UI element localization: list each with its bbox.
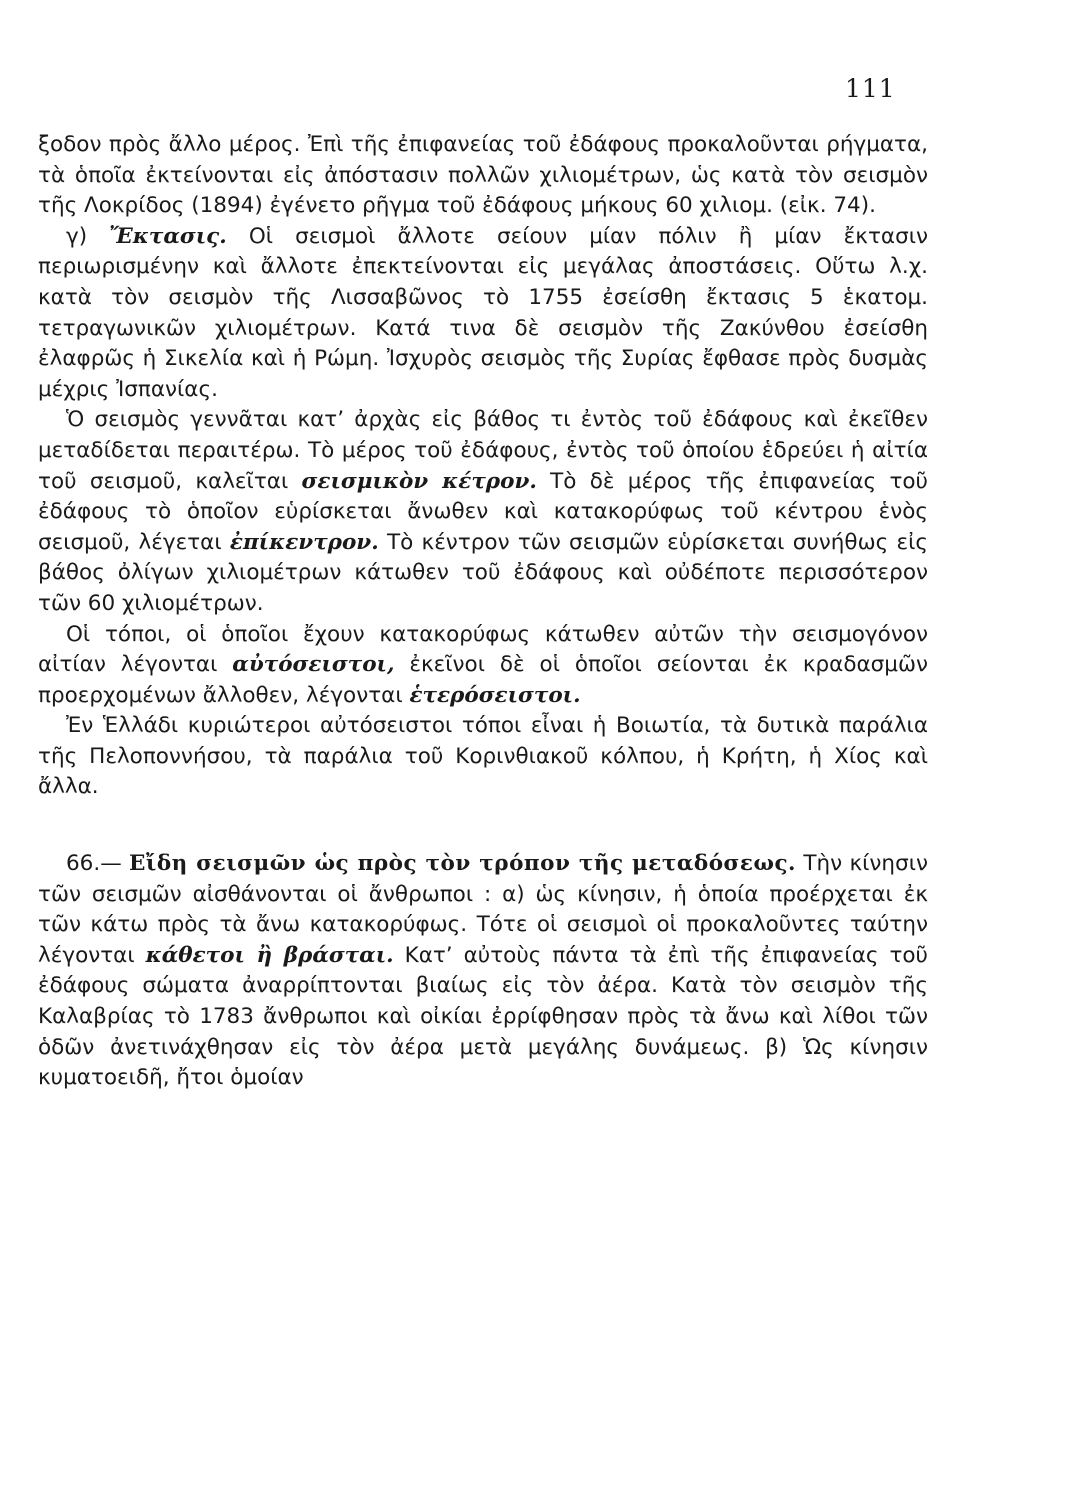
text-run: Οἱ σεισμοὶ ἄλλοτε σείουν μίαν πόλιν ἢ μίαν ἔκτασιν περιωρισμένην καὶ ἄλλοτε ἐπεκτείνονται εἰς μεγάλας ἀποστάσεις. Οὕτω λ.χ. κατὰ τὸν σεισμὸν τῆς Λισσαβῶνος τὸ 1755 ἐσείσθη ἔκτασις 5 ἑκατομ. τετραγωνικῶν χιλιομέτρων. Κατά τινα δὲ σεισμὸν τῆς Ζακύνθου ἐσείσθη ἐλαφρῶς ἡ Σικελία καὶ ἡ Ρώμη. Ἰσχυρὸς σεισμὸς τῆς Συρίας ἔφθασε πρὸς δυσμὰς μέχρις Ἰσπανίας. bbox=[38, 223, 929, 402]
text-run: Οἱ τόποι, οἱ ὁποῖοι ἔχουν κατακορύφως κάτωθεν αὐτῶν τὴν σεισμογόνον αἰτίαν λέγονται bbox=[38, 621, 928, 678]
text-run: Ὁ σεισμὸς γεννᾶται κατ’ ἀρχὰς εἰς βάθος τι ἐντὸς τοῦ ἐδάφους καὶ ἐκεῖθεν μεταδίδεται περαιτέρω. Τὸ μέρος τοῦ ἐδάφους, ἐντὸς τοῦ ὁποίου ἑδρεύει ἡ αἰτία τοῦ σεισμοῦ, καλεῖται bbox=[38, 407, 928, 494]
term-vertical-quakes: κάθετοι ἢ βράσται. bbox=[145, 942, 394, 968]
term-epicenter: ἐπίκεντρον. bbox=[229, 529, 379, 555]
paragraph bbox=[38, 222, 928, 406]
section-title: Εἴδη σεισμῶν ὡς πρὸς τὸν τρόπον τῆς μεταδόσεως. bbox=[129, 851, 797, 877]
text-run: Τὸ δὲ μέρος τῆς ἐπιφανείας τοῦ ἐδάφους τὸ ὁποῖον εὑρίσκεται ἄνωθεν καὶ κατακορύφως τοῦ κέντρου ἑνὸς σεισμοῦ, λέγεται bbox=[38, 468, 928, 555]
section-paragraph bbox=[38, 849, 928, 1094]
term-autoseistoi: αὐτόσειστοι, bbox=[232, 652, 395, 678]
section-number: 66.— bbox=[66, 851, 122, 877]
term-seismic-center: σεισμικὸν κέτρον. bbox=[301, 468, 537, 494]
text-run: Τὸ κέντρον τῶν σεισμῶν εὑρίσκεται συνήθως εἰς βάθος ὀλίγων χιλιομέτρων κάτωθεν τοῦ ἐδάφους καὶ οὐδέποτε περισσότερον τῶν 60 χιλιομέτρων. bbox=[38, 529, 928, 616]
list-label: γ) bbox=[66, 223, 88, 249]
term-ektasis: Ἔκτασις. bbox=[109, 223, 227, 249]
text-run: Κατ’ αὐτοὺς πάντα τὰ ἐπὶ τῆς ἐπιφανείας τοῦ ἐδάφους σώματα ἀναρρίπτονται βιαίως εἰς τὸν ἀέρα. Κατὰ τὸν σεισμὸν τῆς Καλαβρίας τὸ 1783 ἄνθρωποι καὶ οἰκίαι ἐρρίφθησαν πρὸς τὰ ἄνω καὶ λίθοι τῶν ὁδῶν ἀνετινάχθησαν εἰς τὸν ἀέρα μετὰ μεγάλης δυνάμεως. β) Ὡς κίνησιν κυματοειδῆ, ἤτοι ὁμοίαν bbox=[38, 942, 928, 1091]
term-heteroseistoi: ἑτερόσειστοι. bbox=[409, 682, 581, 708]
text-run: Τὴν κίνησιν τῶν σεισμῶν αἰσθάνονται οἱ ἄνθρωποι : α) ὡς κίνησιν, ἡ ὁποία προέρχεται ἐκ τῶν κάτω πρὸς τὰ ἄνω κατακορύφως. Τότε οἱ σεισμοὶ οἱ προκαλοῦντες ταύτην λέγονται bbox=[38, 851, 928, 968]
text-run: Ἐν Ἑλλάδι κυριώτεροι αὐτόσειστοι τόποι εἶναι ἡ Βοιωτία, τὰ δυτικὰ παράλια τῆς Πελοποννήσου, τὰ παράλια τοῦ Κορινθιακοῦ κόλπου, ἡ Κρήτη, ἡ Χίος καὶ ἄλλα. bbox=[38, 713, 928, 800]
paragraph bbox=[38, 620, 928, 712]
paragraph bbox=[38, 405, 928, 619]
paragraph bbox=[38, 711, 928, 803]
text-run: ἐκεῖνοι δὲ οἱ ὁποῖοι σείονται ἐκ κραδασμῶν προερχομένων ἄλλοθεν, λέγονται bbox=[38, 652, 928, 708]
page-number: 111 bbox=[845, 74, 896, 103]
body-text bbox=[38, 130, 928, 1094]
section-gap bbox=[38, 803, 928, 849]
text-run: ξοδον πρὸς ἄλλο μέρος. Ἐπὶ τῆς ἐπιφανείας τοῦ ἐδάφους προκαλοῦνται ρήγματα, τὰ ὁποῖα ἐκτείνονται εἰς ἀπόστασιν πολλῶν χιλιομέτρων, ὡς κατὰ τὸν σεισμὸν τῆς Λοκρίδος (1894) ἐγένετο ρῆγμα τοῦ ἐδάφους μήκους 60 χιλιομ. (εἰκ. 74). bbox=[38, 132, 928, 219]
paragraph bbox=[38, 130, 928, 222]
